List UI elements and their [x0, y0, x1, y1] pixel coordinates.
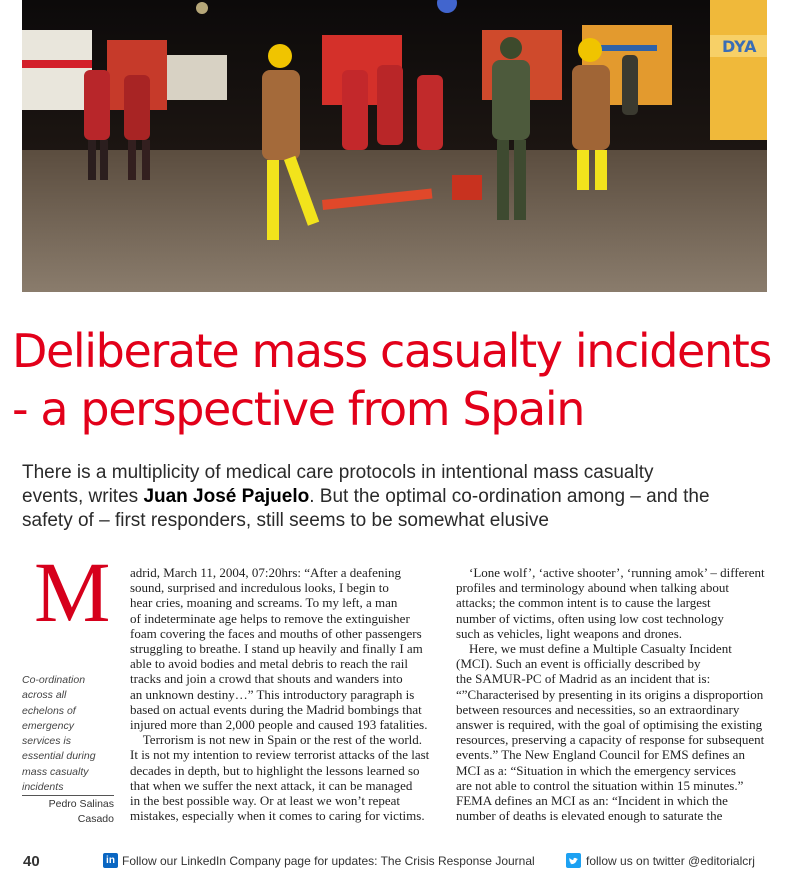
pull-quote-line: emergency: [22, 719, 74, 732]
body-line: events.” The New England Council for EMS defines an: [456, 747, 745, 763]
body-line: profiles and terminology abound when talking about: [456, 580, 729, 596]
body-line: able to avoid bodies and metal debris to reach the rail: [130, 656, 408, 672]
pull-quote-line: mass casualty: [22, 765, 89, 778]
body-line: that when we suffer the next attack, it can be managed: [130, 777, 413, 793]
credit-line: Casado: [77, 813, 114, 825]
pull-quote-line: Co-ordination: [22, 674, 86, 686]
headline-line-1: Deliberate mass casualty incidents: [12, 324, 771, 378]
body-line: between resources and necessities, so an extraordinary: [456, 701, 740, 717]
hero-photo: [22, 0, 767, 292]
body-line: (MCI). Such an event is officially described by: [456, 656, 701, 672]
body-line: based on actual events during the Madrid bombings that: [130, 701, 422, 717]
emergency-scene-illustration: [22, 0, 767, 292]
standfirst-line-1: There is a multiplicity of medical care protocols in intentional mass casualty: [22, 462, 654, 483]
credit-line: Pedro Salinas: [48, 798, 114, 810]
twitter-icon[interactable]: [566, 853, 581, 868]
pull-quote-divider: [22, 795, 114, 796]
body-line: FEMA defines an MCI as an: “Incident in which the: [456, 793, 728, 809]
body-line: Here, we must define a Multiple Casualty Incident: [456, 641, 732, 657]
body-line: mistakes, especially when it comes to caring for victims.: [130, 808, 425, 824]
body-line: are not able to control the situation within 15 minutes.”: [456, 777, 744, 793]
headline-line-2: - a perspective from Spain: [12, 382, 584, 436]
body-line: in the best possible way. Or at least we won’t repeat: [130, 793, 401, 809]
standfirst-line-2: [22, 485, 792, 509]
body-line: hear cries, moaning and screams. To my left, a man: [130, 595, 398, 611]
pull-quote-line: services is: [22, 735, 72, 748]
author-name: Juan José Pajuelo: [143, 486, 310, 507]
body-line: of indeterminate age helps to remove the extinguisher: [130, 610, 410, 626]
body-column-2: [456, 565, 776, 823]
twitter-link[interactable]: follow us on twitter @editorialcrj: [586, 854, 755, 868]
pull-quote: [22, 673, 122, 795]
body-line: tracks and join a crowd that shouts and wanders into: [130, 671, 403, 687]
page-number: 40: [23, 853, 40, 870]
body-line: adrid, March 11, 2004, 07:20hrs: “After a deafening: [130, 565, 401, 580]
standfirst-line-3: safety of – first responders, still seems to be somewhat elusive: [22, 510, 549, 531]
standfirst-line-2-pre: events, writes: [22, 486, 144, 507]
body-line: Terrorism is not new in Spain or the rest of the world.: [130, 732, 423, 748]
standfirst-line-2-post: . But the optimal co-ordination among – and the: [309, 486, 710, 507]
pull-quote-line: echelons of: [22, 704, 76, 717]
body-line: such as vehicles, light weapons and drones.: [456, 625, 683, 641]
body-line: injured more than 2,000 people and caused 193 fatalities.: [130, 717, 428, 733]
body-line: struggling to breathe. I stand up heavily and finally I am: [130, 641, 423, 657]
body-line: answer is required, with the goal of optimising the existing: [456, 717, 763, 733]
vehicle-sign: DYA: [722, 37, 757, 56]
body-line: MCI as a: “Situation in which the emergency services: [456, 762, 736, 778]
linkedin-link[interactable]: Follow our LinkedIn Company page for updates: The Crisis Response Journal: [122, 854, 535, 868]
body-line: “”Characterised by presenting in its origins a disproportion: [456, 686, 764, 702]
body-line: attacks; the common intent is to cause the largest: [456, 595, 711, 611]
body-line: the SAMUR-PC of Madrid as an incident that is:: [456, 671, 711, 687]
headline: [12, 322, 802, 438]
body-line: an unknown destiny…” This introductory paragraph is: [130, 686, 415, 702]
body-line: number of victims, often using low cost technology: [456, 610, 724, 626]
body-line: resources, preserving a capacity of response for subsequent: [456, 732, 765, 748]
pull-quote-credit: [22, 797, 114, 827]
body-line: foam covering the faces and mouths of other passengers: [130, 625, 422, 641]
body-line: It is not my intention to review terrorist attacks of the last: [130, 747, 430, 763]
body-column-1: [130, 565, 435, 823]
standfirst: [22, 461, 792, 533]
drop-cap: M: [34, 544, 111, 640]
body-line: number of deaths is elevated enough to saturate the: [456, 808, 723, 824]
page-footer: [0, 845, 806, 879]
body-line: sound, surprised and incredulous looks, I begin to: [130, 580, 389, 596]
pull-quote-line: incidents: [22, 781, 64, 794]
pull-quote-line: across all: [22, 689, 67, 702]
pull-quote-line: essential during: [22, 750, 96, 763]
body-line: decades in depth, but to highlight the lessons learned so: [130, 762, 420, 778]
linkedin-icon[interactable]: in: [103, 853, 118, 868]
body-line: ‘Lone wolf’, ‘active shooter’, ‘running amok’ – different: [456, 565, 765, 580]
